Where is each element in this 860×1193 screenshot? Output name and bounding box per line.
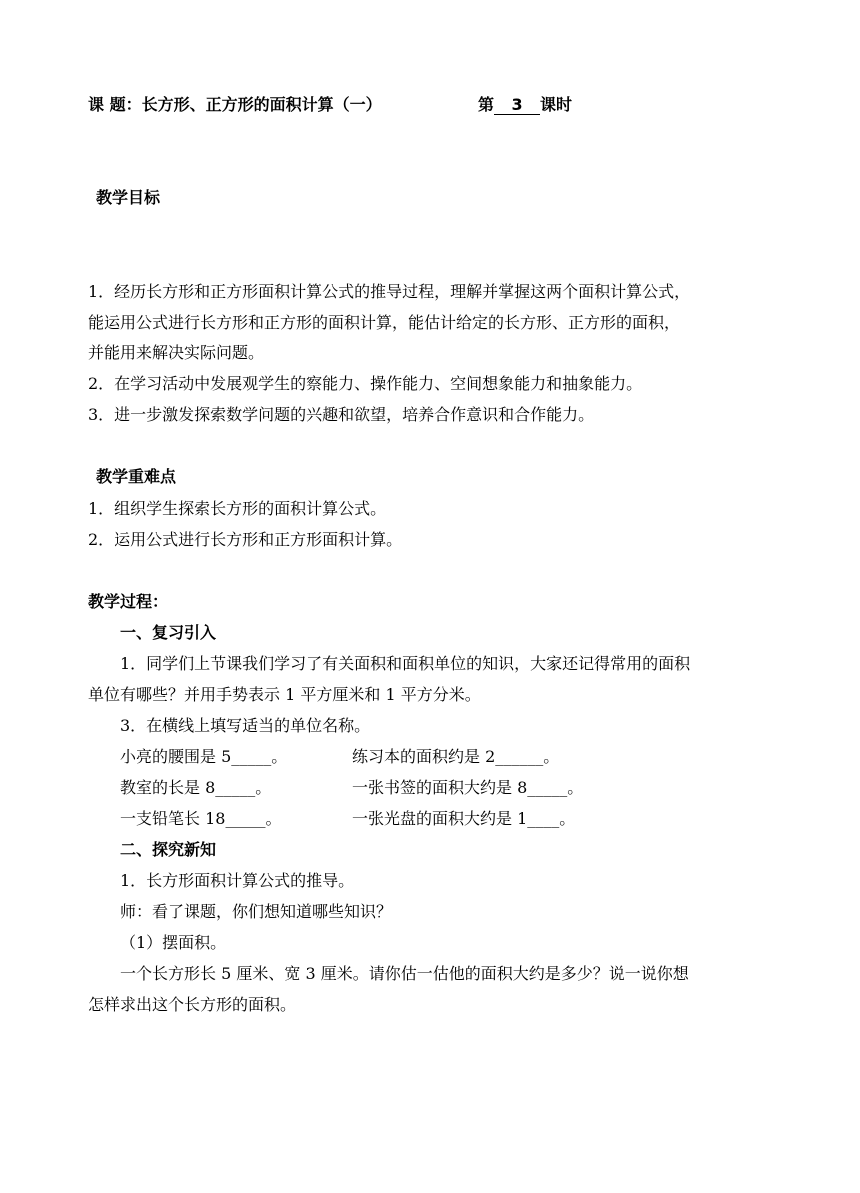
section1-line: 单位有哪些？并用手势表示 1 平方厘米和 1 平方分米。 bbox=[88, 685, 481, 704]
lesson-title-text: 课 题：长方形、正方形的面积计算（一） bbox=[88, 95, 382, 114]
objective-line: 2．在学习活动中发展观学生的察能力、操作能力、空间想象能力和抽象能力。 bbox=[88, 374, 643, 393]
section2-heading: 二、探究新知 bbox=[120, 840, 217, 859]
section2-line: 一个长方形长 5 厘米、宽 3 厘米。请你估一估他的面积大约是多少？说一说你想 bbox=[120, 964, 689, 983]
fill-blank-item: 一支铅笔长 18_____。 bbox=[120, 809, 282, 828]
fill-blank-item: 一张书签的面积大约是 8_____。 bbox=[352, 778, 584, 797]
section1-line: 3．在横线上填写适当的单位名称。 bbox=[120, 716, 371, 735]
section2-line: 1．长方形面积计算公式的推导。 bbox=[120, 871, 355, 890]
section2-line: 师：看了课题，你们想知道哪些知识？ bbox=[120, 902, 393, 921]
objective-line: 3．进一步激发探索数学问题的兴趣和欲望，培养合作意识和合作能力。 bbox=[88, 405, 595, 424]
objective-line: 1．经历长方形和正方形面积计算公式的推导过程，理解并掌握这两个面积计算公式， bbox=[88, 282, 691, 301]
fill-blank-item: 一张光盘的面积大约是 1____。 bbox=[352, 809, 576, 828]
lesson-prefix: 第 bbox=[478, 95, 495, 114]
objective-line: 并能用来解决实际问题。 bbox=[88, 343, 265, 362]
section2-line: （1）摆面积。 bbox=[120, 933, 227, 952]
section1-heading: 一、复习引入 bbox=[120, 623, 217, 642]
lesson-number-label bbox=[478, 94, 572, 116]
lesson-title bbox=[88, 94, 382, 116]
section1-line: 1．同学们上节课我们学习了有关面积和面积单位的知识，大家还记得常用的面积 bbox=[120, 654, 691, 673]
process-heading: 教学过程： bbox=[88, 592, 169, 611]
fill-blank-item: 小亮的腰围是 5_____。 bbox=[120, 747, 288, 766]
objective-line: 能运用公式进行长方形和正方形的面积计算，能估计给定的长方形、正方形的面积， bbox=[88, 313, 681, 332]
lesson-suffix: 课时 bbox=[540, 95, 573, 114]
key-points-heading: 教学重难点 bbox=[96, 467, 177, 486]
lesson-number: 3 bbox=[494, 96, 540, 115]
objectives-heading: 教学目标 bbox=[96, 188, 161, 207]
section2-line: 怎样求出这个长方形的面积。 bbox=[88, 995, 297, 1014]
fill-blank-item: 教室的长是 8_____。 bbox=[120, 778, 272, 797]
fill-blank-item: 练习本的面积约是 2______。 bbox=[352, 747, 560, 766]
key-point-line: 1．组织学生探索长方形的面积计算公式。 bbox=[88, 499, 387, 518]
key-point-line: 2．运用公式进行长方形和正方形面积计算。 bbox=[88, 530, 403, 549]
